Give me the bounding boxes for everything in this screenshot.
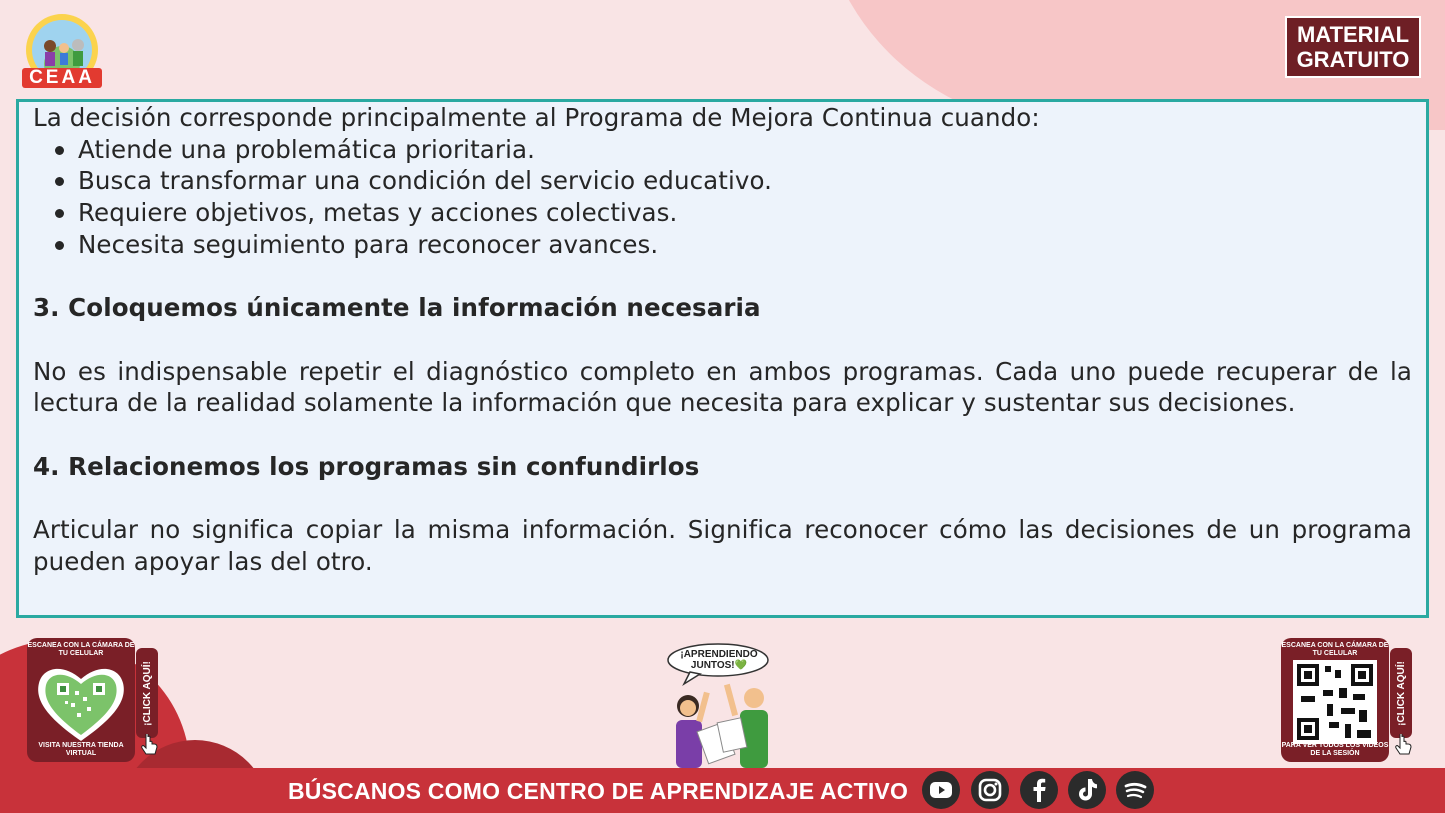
videos-click-tab[interactable] [1390, 648, 1412, 738]
footer-text: BÚSCANOS COMO CENTRO DE APRENDIZAJE ACTIVO [288, 778, 909, 804]
store-click-tab[interactable] [136, 648, 158, 738]
list-item: Necesita seguimiento para reconocer avances. [33, 229, 1412, 261]
qr-code-icon [1293, 660, 1377, 744]
intro-text: La decisión corresponde principalmente al Programa de Mejora Continua cuando: [33, 103, 1040, 132]
mascot-speech: ¡APRENDIENDO JUNTOS!💚 [680, 649, 758, 671]
content-box [16, 99, 1429, 618]
videos-qr-caption-top: ESCANEA CON LA CÁMARA DE TU CELULAR [1281, 642, 1389, 657]
videos-qr-caption-bottom: PARA VER TODOS LOS VIDEOS DE LA SESIÓN [1281, 742, 1389, 757]
pointer-hand-icon [1392, 734, 1416, 758]
section-heading-3: 3. Coloquemos únicamente la información necesaria [33, 293, 761, 323]
store-qr-caption-bottom: VISITA NUESTRA TIENDA VIRTUAL [38, 742, 124, 757]
click-here-label: ¡CLICK AQUÍ! [141, 660, 153, 726]
click-here-label: ¡CLICK AQUÍ! [1395, 660, 1407, 726]
criteria-list [33, 134, 1412, 261]
mascots-illustration [660, 640, 785, 770]
logo-text: CEAA [29, 67, 95, 88]
pointer-hand-icon [138, 734, 162, 758]
store-qr-caption-top: ESCANEA CON LA CÁMARA DE TU CELULAR [27, 642, 135, 657]
list-item: Busca transformar una condición del servicio educativo. [33, 165, 1412, 197]
instagram-icon[interactable] [971, 771, 1009, 809]
videos-qr-card[interactable] [1281, 638, 1389, 762]
heart-qr-icon [35, 661, 127, 743]
section-heading-4: 4. Relacionemos los programas sin confundirlos [33, 451, 700, 481]
tiktok-icon[interactable] [1068, 771, 1106, 809]
youtube-icon[interactable] [922, 771, 960, 809]
badge-line2: GRATUITO [1296, 47, 1410, 72]
badge-line1: MATERIAL [1296, 22, 1410, 47]
section-paragraph-3: No es indispensable repetir el diagnóstico completo en ambos programas. Cada uno puede recuperar de la lectura de la realidad solamente la información que necesita para explicar y sustentar sus decisiones. [33, 356, 1412, 418]
list-item: Requiere objetivos, metas y acciones colectivas. [33, 197, 1412, 229]
facebook-icon[interactable] [1020, 771, 1058, 809]
list-item: Atiende una problemática prioritaria. [33, 134, 1412, 166]
spotify-icon[interactable] [1116, 771, 1154, 809]
section-paragraph-4: Articular no significa copiar la misma información. Significa reconocer cómo las decisiones de un programa pueden apoyar las del otro. [33, 515, 1412, 576]
free-material-badge [1285, 16, 1421, 78]
ceaa-logo[interactable] [18, 12, 106, 92]
store-qr-card[interactable] [27, 638, 135, 762]
